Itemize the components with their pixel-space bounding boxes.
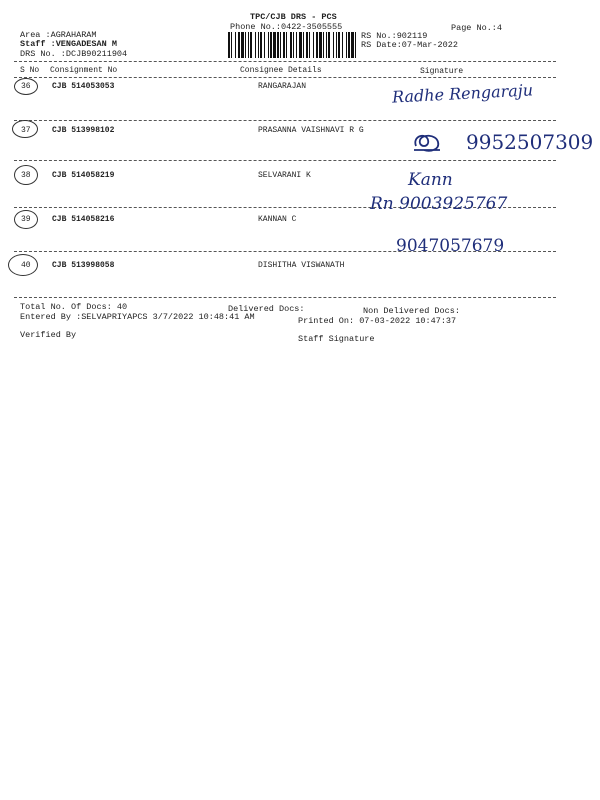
barcode-bar	[280, 32, 281, 58]
col-consignee: Consignee Details	[240, 66, 322, 75]
non-delivered-docs: Non Delivered Docs:	[363, 306, 460, 316]
barcode-bar	[290, 32, 292, 58]
barcode-bar	[299, 32, 302, 58]
barcode-bar	[286, 32, 287, 58]
divider	[14, 77, 556, 78]
row-signature: Rn 9003925767	[370, 194, 508, 214]
barcode-bar	[338, 32, 340, 58]
signature-scribble	[410, 130, 444, 154]
document-title: TPC/CJB DRS - PCS	[250, 12, 337, 22]
divider	[14, 61, 556, 62]
row-sno: 36	[21, 82, 31, 91]
barcode-bar	[235, 32, 236, 58]
barcode-bar	[319, 32, 322, 58]
phone-number: Phone No.:0422-3505555	[230, 22, 343, 32]
barcode-bar	[268, 32, 269, 58]
col-consignment: Consignment No	[50, 66, 118, 75]
barcode-bar	[313, 32, 314, 58]
barcode-bar	[255, 32, 256, 58]
row-consignment: CJB 514058216	[52, 215, 115, 224]
barcode-bar	[355, 32, 356, 58]
row-sno: 37	[21, 126, 31, 135]
barcode-bar	[293, 32, 294, 58]
row-signature: Radhe Rengaraju	[391, 80, 534, 107]
barcode-bar	[248, 32, 249, 58]
barcode-bar	[258, 32, 259, 58]
barcode-bar	[231, 32, 232, 58]
row-consignment: CJB 514058219	[52, 171, 115, 180]
row-consignment: CJB 513998058	[52, 261, 115, 270]
barcode-bar	[296, 32, 297, 58]
row-consignee: SELVARANI K	[258, 171, 311, 180]
row-signature: 9047057679	[396, 236, 505, 256]
divider	[14, 120, 556, 121]
row-signature: 9952507309	[466, 130, 594, 154]
barcode-bar	[283, 32, 285, 58]
barcode-bar	[264, 32, 265, 58]
barcode-bar	[238, 32, 240, 58]
staff-label: Staff :VENGADESAN M	[20, 39, 117, 49]
barcode-bar	[277, 32, 279, 58]
row-consignee: DISHITHA VISWANATH	[258, 261, 345, 270]
barcode-bar	[309, 32, 310, 58]
verified-by: Verified By	[20, 330, 77, 340]
row-consignee: PRASANNA VAISHNAVI R G	[258, 126, 364, 135]
divider	[14, 160, 556, 161]
barcode-bar	[346, 32, 347, 58]
row-sno: 39	[21, 215, 31, 224]
drs-number: DRS No. :DCJB90211904	[20, 49, 128, 59]
barcode-bar	[273, 32, 276, 58]
barcode	[228, 32, 356, 58]
row-sno: 38	[21, 171, 31, 180]
area-label: Area :AGRAHARAM	[20, 30, 97, 40]
staff-signature: Staff Signature	[298, 334, 375, 344]
printed-on: Printed On: 07-03-2022 10:47:37	[298, 316, 457, 326]
barcode-bar	[306, 32, 308, 58]
barcode-bar	[303, 32, 304, 58]
barcode-bar	[316, 32, 318, 58]
page-number: Page No.:4	[451, 23, 503, 33]
total-docs: Total No. Of Docs: 40	[20, 302, 128, 312]
barcode-bar	[270, 32, 272, 58]
barcode-bar	[260, 32, 262, 58]
row-consignee: RANGARAJAN	[258, 82, 307, 91]
barcode-bar	[326, 32, 327, 58]
barcode-bar	[351, 32, 354, 58]
barcode-bar	[241, 32, 244, 58]
barcode-bar	[333, 32, 334, 58]
row-signature: Kann	[408, 170, 453, 190]
entered-by: Entered By :SELVAPRIYAPCS 3/7/2022 10:48:41 AM	[20, 312, 255, 322]
col-sno: S No	[20, 66, 40, 75]
row-consignment: CJB 513998102	[52, 126, 115, 135]
row-consignee: KANNAN C	[258, 215, 297, 224]
delivered-docs: Delivered Docs:	[228, 304, 305, 314]
barcode-bar	[336, 32, 337, 58]
barcode-bar	[245, 32, 246, 58]
barcode-bar	[323, 32, 324, 58]
rs-date: RS Date:07-Mar-2022	[361, 40, 458, 50]
barcode-bar	[328, 32, 330, 58]
row-sno: 40	[21, 261, 31, 270]
barcode-bar	[342, 32, 343, 58]
col-signature: Signature	[420, 67, 464, 76]
barcode-bar	[250, 32, 252, 58]
rs-number: RS No.:902119	[361, 31, 428, 41]
barcode-bar	[348, 32, 350, 58]
row-consignment: CJB 514053053	[52, 82, 115, 91]
divider	[14, 297, 556, 298]
barcode-bar	[228, 32, 230, 58]
